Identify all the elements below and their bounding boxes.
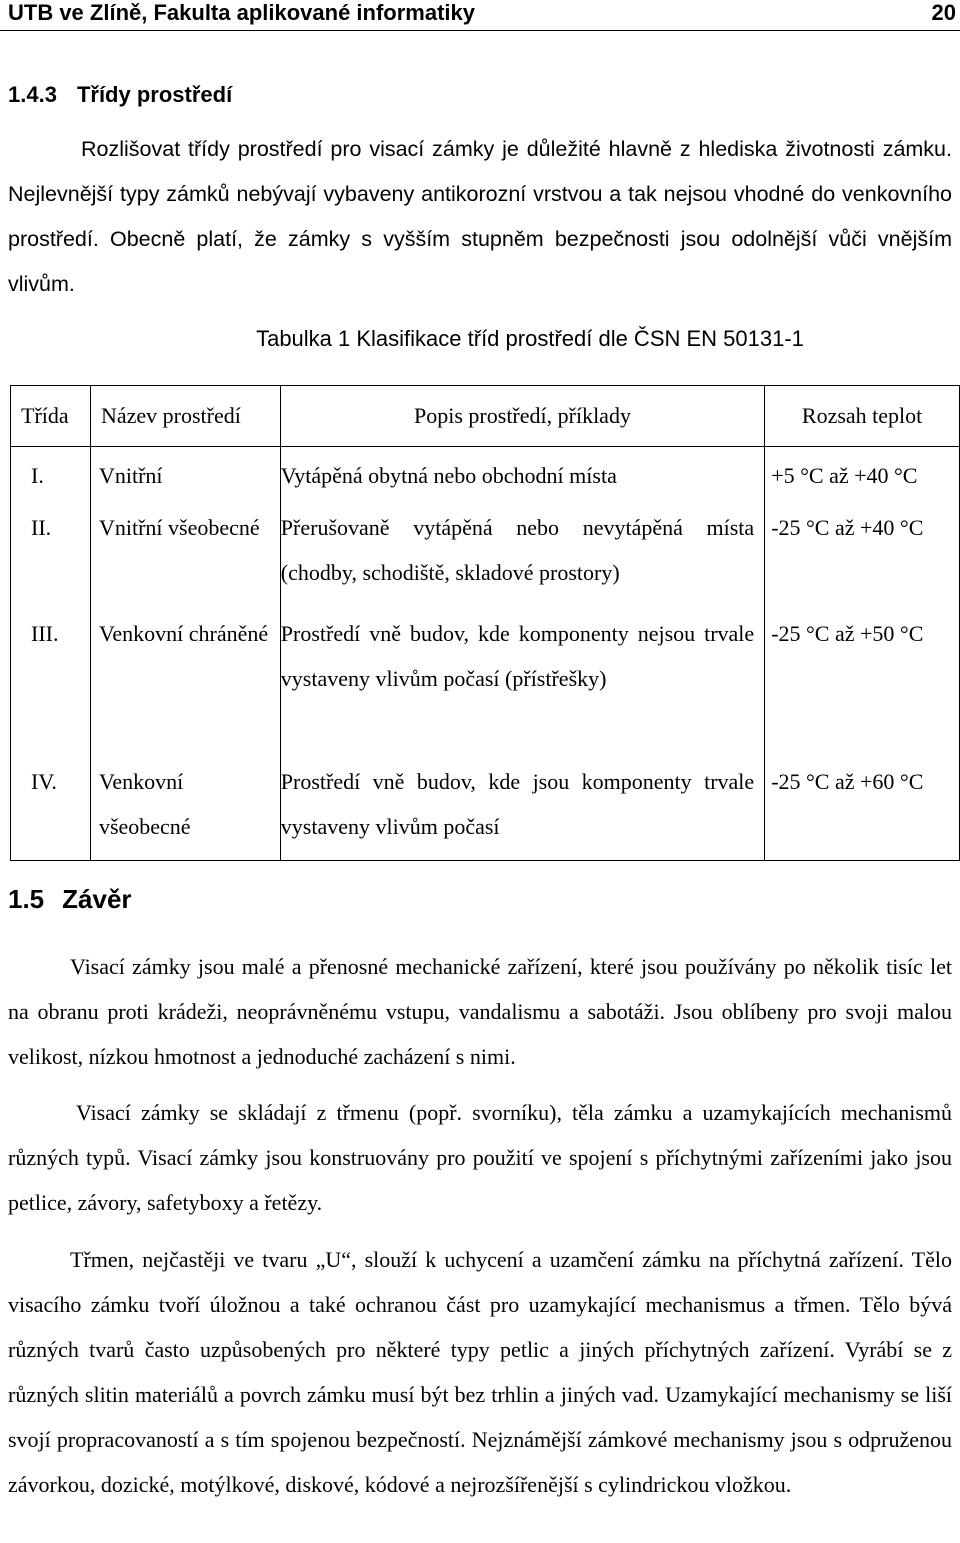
section-heading-1-4-3	[8, 82, 232, 108]
section-number: 1.4.3	[8, 82, 57, 107]
header-environment-description: Popis prostředí, příklady	[280, 386, 764, 447]
cell-class: II.	[11, 505, 91, 611]
page-number: 20	[931, 0, 956, 25]
cell-temperature: -25 °C až +60 °C	[765, 759, 960, 861]
cell-class: III.	[11, 611, 91, 759]
page-header	[0, 0, 960, 31]
cell-description: Prostředí vně budov, kde komponenty nejsou trvale vystaveny vlivům počasí (přístřešky)	[280, 611, 764, 759]
header-institution: UTB ve Zlíně, Fakulta aplikované informatiky	[8, 0, 476, 25]
cell-description: Prostředí vně budov, kde jsou komponenty trvale vystaveny vlivům počasí	[280, 759, 764, 861]
table-header-row	[11, 386, 960, 447]
header-temperature-range: Rozsah teplot	[765, 386, 960, 447]
paragraph-environment-classes: Rozlišovat třídy prostředí pro visací zámky je důležité hlavně z hlediska životnosti zámku. Nejlevnější typy zámků nebývají vybaveny antikorozní vrstvou a tak nejsou vhodné do venkovního prostředí. Obecně platí, že zámky s vyšším stupněm bezpečnosti jsou odolnější vůči vnějším vlivům.	[8, 137, 952, 296]
cell-temperature: -25 °C až +50 °C	[765, 611, 960, 759]
cell-name: Venkovní chráněné	[90, 611, 280, 759]
cell-description: Přerušovaně vytápěná nebo nevytápěná místa (chodby, schodiště, skladové prostory)	[280, 505, 764, 611]
section-number: 1.5	[8, 884, 45, 914]
table-row	[11, 505, 960, 611]
cell-class: IV.	[11, 759, 91, 861]
paragraph-conclusion-1: Visací zámky jsou malé a přenosné mechanické zařízení, které jsou používány po několik tisíc let na obranu proti krádeži, neoprávněnému vstupu, vandalismu a sabotáži. Jsou oblíbeny pro svoji malou velikost, nízkou hmotnost a jednoduché zacházení s nimi.	[8, 954, 952, 1069]
cell-name: Vnitřní	[90, 447, 280, 505]
section-heading-1-5	[8, 884, 132, 915]
table-row	[11, 759, 960, 861]
paragraph-conclusion-3: Třmen, nejčastěji ve tvaru „U“, slouží k uchycení a uzamčení zámku na příchytná zařízení. Tělo visacího zámku tvoří úložnou a také ochranou část pro uzamykající mechanismus a třmen. Tělo bývá různých tvarů často uzpůsobených pro některé typy petlic a jiných příchytných zařízení. Vyrábí se z různých slitin materiálů a povrch zámku musí být bez trhlin a jiných vad. Uzamykající mechanismy se liší svojí propracovaností a s tím spojenou bezpečností. Nejznámější zámkové mechanismy jsou s odpruženou závorkou, dozické, motýlkové, diskové, kódové a nejrozšířenější s cylindrickou vložkou.	[8, 1247, 952, 1497]
section-title: Třídy prostředí	[76, 82, 233, 107]
table-row	[11, 447, 960, 505]
cell-description: Vytápěná obytná nebo obchodní místa	[280, 447, 764, 505]
cell-temperature: -25 °C až +40 °C	[765, 505, 960, 611]
cell-name: Vnitřní všeobecné	[90, 505, 280, 611]
section-title: Závěr	[62, 884, 132, 914]
cell-class: I.	[11, 447, 91, 505]
environment-classes-table	[10, 385, 960, 861]
table-caption: Tabulka 1 Klasifikace tříd prostředí dle ČSN EN 50131-1	[256, 326, 804, 351]
header-class: Třída	[11, 386, 91, 447]
paragraph-conclusion-2: Visací zámky se skládají z třmenu (popř. svorníku), těla zámku a uzamykajících mechanismů různých typů. Visací zámky jsou konstruovány pro použití ve spojení s příchytnými zařízeními jako jsou petlice, závory, safetyboxy a řetězy.	[8, 1100, 952, 1215]
table-row	[11, 611, 960, 759]
header-environment-name: Název prostředí	[90, 386, 280, 447]
cell-temperature: +5 °C až +40 °C	[765, 447, 960, 505]
cell-name: Venkovní všeobecné	[90, 759, 280, 861]
